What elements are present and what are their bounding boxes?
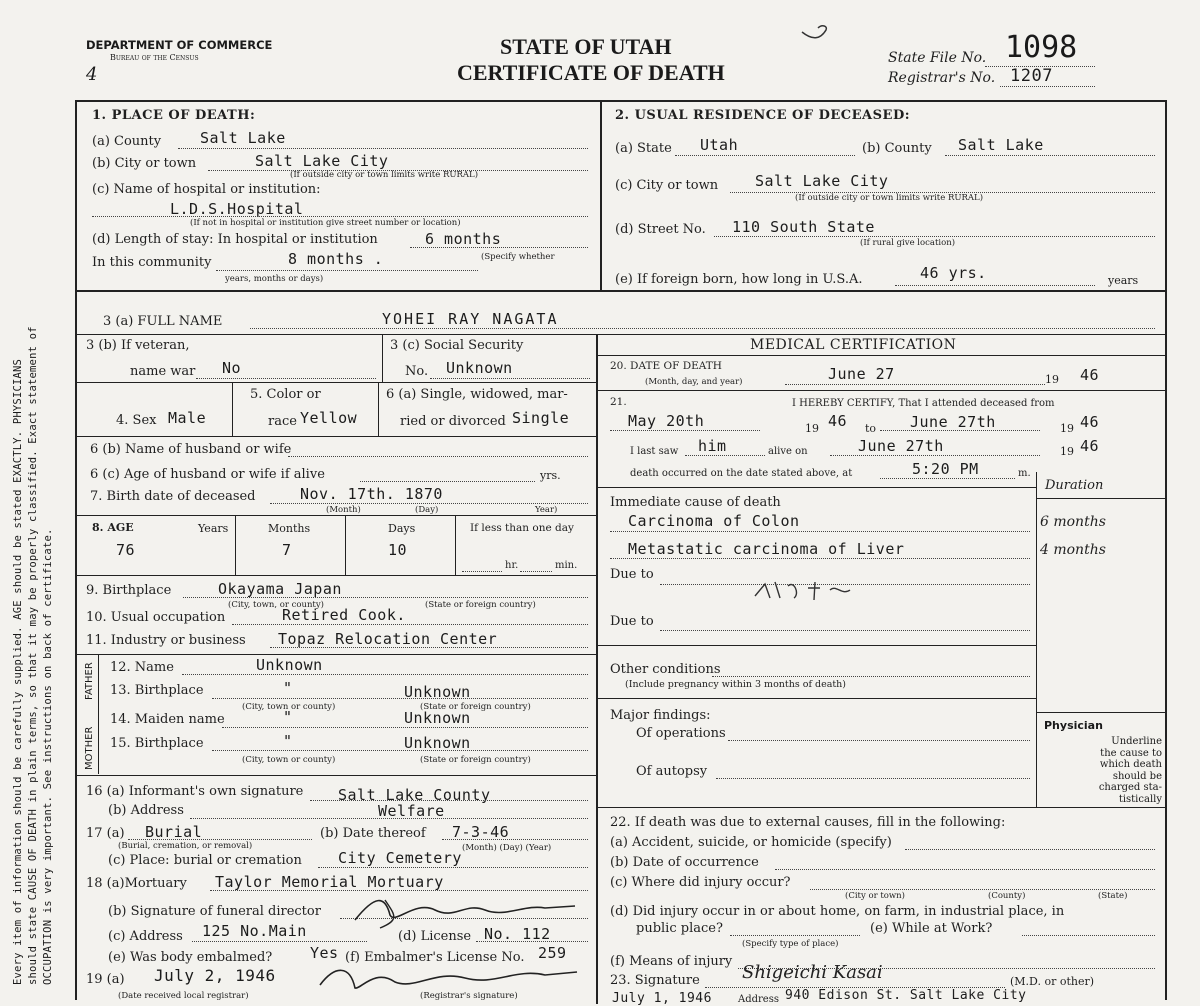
external-label: 22. If death was due to external causes, fill in the following:	[610, 815, 1006, 830]
director-label: (b) Signature of funeral director	[108, 904, 321, 919]
form-title-certificate: CERTIFICATE OF DEATH	[457, 60, 725, 85]
mortuary-address-label: (c) Address	[108, 929, 183, 944]
place-city-label: (b) City or town	[92, 156, 197, 171]
mortuary-address: 125 No.Main	[202, 922, 307, 940]
birthplace-note-city: (City, town, or county)	[228, 600, 324, 610]
registrar-number: 1207	[1010, 66, 1053, 86]
dod-label: 20. DATE OF DEATH	[610, 360, 722, 372]
alive-on-label: alive on	[768, 446, 808, 457]
residence-county: Salt Lake	[958, 136, 1044, 154]
where-label: (c) Where did injury occur?	[610, 875, 791, 890]
vet-ss-divider	[382, 334, 383, 382]
certify-text: I HEREBY CERTIFY, That I attended deceased from	[792, 398, 1055, 409]
certify-num: 21.	[610, 396, 627, 408]
mother-bp-state-note: (State or foreign country)	[420, 755, 531, 765]
age-div-1	[235, 515, 236, 575]
embalmed-label: (e) Was body embalmed?	[108, 950, 273, 965]
rule-after-sex	[75, 436, 596, 437]
attended-to-19: 19	[1060, 422, 1074, 435]
immediate-label: Immediate cause of death	[610, 495, 781, 510]
ss-no-label: No.	[405, 364, 429, 379]
attended-to-year: 46	[1080, 413, 1100, 431]
father-birthplace-ditto: "	[283, 679, 293, 697]
physician-instruction-line: charged sta-	[1098, 782, 1162, 793]
home-label: (d) Did injury occur in or about home, on farm, in industrial place, in	[610, 904, 1065, 919]
age-div-2	[345, 515, 346, 575]
mother-maiden-ditto: "	[283, 708, 293, 726]
signature-label: 23. Signature	[610, 973, 700, 988]
registrar-label: Registrar's No.	[888, 70, 996, 86]
alive-date: June 27th	[858, 437, 944, 455]
age-months-header: Months	[268, 522, 311, 535]
embalmed: Yes	[310, 944, 339, 962]
where-county-note: (County)	[988, 891, 1026, 901]
burial-date-label: (b) Date thereof	[320, 826, 426, 841]
father-birthplace: Unknown	[404, 683, 471, 701]
occurred-label: death occurred on the date stated above, at	[630, 468, 853, 479]
attended-from-year: 46	[828, 412, 848, 430]
age-years-header: Years	[198, 522, 229, 535]
rule-duration	[1036, 498, 1167, 499]
rule-before-cause	[598, 487, 1036, 488]
age-min: min.	[555, 560, 578, 571]
major-label: Major findings:	[610, 708, 711, 723]
age-div-3	[455, 515, 456, 575]
mother-birthplace-ditto: "	[283, 732, 293, 750]
father-birthplace-label: 13. Birthplace	[110, 683, 204, 698]
license: No. 112	[484, 925, 551, 943]
public-type-note: (Specify type of place)	[742, 939, 839, 949]
medical-heading: MEDICAL CERTIFICATION	[750, 337, 957, 353]
burial-note: (Burial, cremation, or removal)	[118, 841, 253, 851]
physician-address-label: Address	[738, 994, 779, 1005]
birth-year: Year)	[535, 505, 558, 515]
informant-address-label: (b) Address	[108, 803, 184, 818]
place-specify-note: (Specify whether	[481, 252, 555, 262]
received-label: 19 (a)	[86, 972, 125, 987]
age-months: 7	[282, 541, 292, 559]
physician-instructions	[1040, 736, 1162, 805]
physician-instruction-line: which death	[1099, 759, 1162, 770]
residence-state-label: (a) State	[615, 141, 672, 156]
place-heading: 1. PLACE OF DEATH:	[92, 108, 256, 123]
residence-city-label: (c) City or town	[615, 178, 719, 193]
rule-before-other	[598, 645, 1036, 646]
place-stay-label: (d) Length of stay: In hospital or institution	[92, 232, 378, 247]
residence-heading: 2. USUAL RESIDENCE OF DECEASED:	[615, 108, 911, 123]
father-name-label: 12. Name	[110, 660, 174, 675]
sex-label: 4. Sex	[116, 413, 157, 428]
state-file-label: State File No.	[888, 50, 987, 66]
cause-1: Carcinoma of Colon	[628, 512, 800, 530]
physician-address: 940 Edison St. Salt Lake City	[785, 988, 1027, 1003]
mother-vertical-label: MOTHER	[84, 726, 95, 770]
birth-month: (Month)	[326, 505, 361, 515]
residence-years: years	[1108, 274, 1139, 287]
duration-column	[1036, 472, 1037, 807]
rule-physician	[1036, 712, 1167, 713]
place-county: Salt Lake	[200, 129, 286, 147]
place-hospital-note: (If not in hospital or institution give street number or location)	[190, 218, 461, 228]
bureau-label: Bureau of the Census	[110, 53, 199, 62]
place-stay: 6 months	[425, 230, 502, 248]
outer-border-right	[1165, 100, 1167, 1000]
residence-state: Utah	[700, 136, 739, 154]
fullname-label: 3 (a) FULL NAME	[103, 314, 223, 329]
means-label: (f) Means of injury	[610, 954, 733, 969]
where-city-note: (City or town)	[845, 891, 905, 901]
attended-from-19: 19	[805, 422, 819, 435]
rule-after-age	[75, 575, 596, 576]
check-mark	[798, 18, 838, 44]
cause-2: Metastatic carcinoma of Liver	[628, 540, 905, 558]
other-label: Other conditions	[610, 662, 721, 677]
marital-label-1: 6 (a) Single, widowed, mar-	[386, 387, 568, 402]
attended-to-date: June 27th	[910, 413, 996, 431]
father-vertical-label: FATHER	[84, 662, 95, 700]
autopsy-label: Of autopsy	[636, 764, 708, 779]
due-to-2-label: Due to	[610, 614, 654, 629]
other-note: (Include pregnancy within 3 months of death)	[625, 679, 847, 690]
place-hospital: L.D.S.Hospital	[170, 200, 304, 218]
birth-day: (Day)	[415, 505, 439, 515]
birth: Nov. 17th. 1870	[300, 485, 443, 503]
residence-street: 110 South State	[732, 218, 875, 236]
informant-label: 16 (a) Informant's own signature	[86, 784, 304, 799]
mother-birthplace-label: 15. Birthplace	[110, 736, 204, 751]
race-marital-divider	[378, 382, 379, 436]
age-lt-day: If less than one day	[470, 522, 574, 534]
age-days-header: Days	[388, 522, 416, 535]
place-community: 8 months .	[288, 250, 384, 268]
registrar-signature	[315, 960, 585, 995]
place-city: Salt Lake City	[255, 152, 389, 170]
rule-after-name	[75, 334, 1167, 335]
husband-label: 6 (b) Name of husband or wife	[90, 442, 292, 457]
accident-label: (a) Accident, suicide, or homicide (specify)	[610, 835, 892, 850]
physician-signature: Shigeichi Kasai	[742, 962, 883, 983]
parent-bracket	[98, 654, 99, 774]
residence-street-note: (If rural give location)	[860, 238, 956, 248]
burial-place: City Cemetery	[338, 849, 462, 867]
lastsaw: him	[698, 437, 727, 455]
sex-race-divider	[232, 382, 233, 436]
column-divider	[596, 334, 598, 1004]
burial-date-note: (Month) (Day) (Year)	[462, 843, 552, 853]
dod: June 27	[828, 365, 895, 383]
due-to-scribble	[750, 576, 860, 604]
father-name: Unknown	[256, 656, 323, 674]
funeral-director-signature	[345, 890, 585, 930]
received-note: (Date received local registrar)	[118, 991, 249, 1001]
signature-date: July 1, 1946	[612, 991, 712, 1006]
residence-street-label: (d) Street No.	[615, 222, 706, 237]
embalmer-label: (f) Embalmer's License No.	[345, 950, 525, 965]
marital-label-2: ried or divorced	[400, 414, 506, 429]
age-days: 10	[388, 541, 408, 559]
physician-instruction-line: should be	[1112, 770, 1162, 782]
residence-city-note: (If outside city or town limits write RURAL)	[795, 193, 984, 203]
occupation: Retired Cook.	[282, 606, 406, 624]
father-bp-city-note: (City, town or county)	[242, 702, 336, 712]
corner-mark: 4	[86, 64, 98, 85]
md-label: (M.D. or other)	[1010, 975, 1095, 988]
work-label: (e) While at Work?	[870, 921, 993, 936]
age-label: 8. AGE	[92, 521, 134, 534]
dod-year: 46	[1080, 366, 1100, 384]
namewar: No	[222, 359, 242, 377]
yrs-label: yrs.	[540, 469, 561, 482]
mortuary-label: 18 (a)Mortuary	[86, 876, 187, 891]
age-hw-label: 6 (c) Age of husband or wife if alive	[90, 467, 325, 482]
form-title-state: STATE OF UTAH	[500, 34, 672, 59]
dod-19: 19	[1045, 373, 1059, 386]
physician-instruction-line: the cause to	[1100, 747, 1162, 759]
rule-before-age	[75, 515, 596, 516]
dept-label: DEPARTMENT OF COMMERCE	[86, 38, 273, 52]
namewar-label: name war	[130, 364, 196, 379]
mother-maiden: Unknown	[404, 709, 471, 727]
rule-before-major	[598, 698, 1036, 699]
physician-note: Physician	[1044, 719, 1103, 732]
rule-after-dod	[598, 390, 1167, 391]
father-bp-state-note: (State or foreign country)	[420, 702, 531, 712]
residence-county-label: (b) County	[862, 141, 932, 156]
place-county-label: (a) County	[92, 134, 162, 149]
received: July 2, 1946	[154, 966, 276, 985]
veteran-label: 3 (b) If veteran,	[86, 338, 190, 353]
mother-birthplace: Unknown	[404, 734, 471, 752]
place-city-note: (If outside city or town limits write RURAL)	[290, 170, 479, 180]
burial-label: 17 (a)	[86, 826, 125, 841]
burial: Burial	[145, 823, 203, 841]
ss-label: 3 (c) Social Security	[390, 338, 524, 353]
death-time: 5:20 PM	[912, 460, 979, 478]
outer-border-top	[75, 100, 1167, 102]
public-label: public place?	[636, 921, 723, 936]
physician-instruction-line: tistically	[1118, 793, 1162, 805]
alive-19: 19	[1060, 445, 1074, 458]
physician-instruction-line: Underline	[1111, 736, 1162, 747]
duration-2: 4 months	[1040, 542, 1106, 558]
color-label: 5. Color or	[250, 387, 321, 402]
section-divider-1-2	[600, 100, 602, 290]
margin-instruction-1: Every item of information should be carefully supplied. AGE should be stated EXACTLY. PHYSICIANS	[12, 358, 24, 985]
ss: Unknown	[446, 359, 513, 377]
informant: Salt Lake County	[338, 786, 491, 804]
attended-to: to	[865, 422, 877, 435]
duration-header: Duration	[1045, 478, 1104, 493]
rule-after-place	[75, 290, 1167, 292]
burial-date: 7-3-46	[452, 823, 510, 841]
age-years: 76	[116, 541, 136, 559]
mother-maiden-label: 14. Maiden name	[110, 712, 225, 727]
place-hospital-label: (c) Name of hospital or institution:	[92, 182, 321, 197]
sex: Male	[168, 409, 207, 427]
race: Yellow	[300, 409, 358, 427]
industry: Topaz Relocation Center	[278, 630, 498, 648]
duration-1: 6 months	[1040, 514, 1106, 530]
occupation-label: 10. Usual occupation	[86, 610, 226, 625]
ops-label: Of operations	[636, 726, 726, 741]
age-hr: hr.	[505, 560, 519, 571]
due-to-1-label: Due to	[610, 567, 654, 582]
birthplace-note-state: (State or foreign country)	[425, 600, 536, 610]
fullname: YOHEI RAY NAGATA	[382, 310, 559, 328]
rule-before-external	[598, 807, 1167, 808]
burial-place-label: (c) Place: burial or cremation	[108, 853, 302, 868]
margin-instruction-3: OCCUPATION is very important. See instructions on back of certificate.	[42, 528, 54, 985]
place-community-label: In this community	[92, 255, 212, 270]
birthplace: Okayama Japan	[218, 580, 342, 598]
dod-note: (Month, day, and year)	[645, 377, 743, 387]
state-file-number: 1098	[1005, 30, 1078, 65]
rule-after-mother	[75, 775, 596, 776]
alive-year: 46	[1080, 437, 1100, 455]
rule-after-ss	[75, 382, 596, 383]
occurrence-label: (b) Date of occurrence	[610, 855, 759, 870]
registrar-sig-note: (Registrar's signature)	[420, 991, 518, 1001]
residence-foreign-label: (e) If foreign born, how long in U.S.A.	[615, 272, 863, 287]
residence-city: Salt Lake City	[755, 172, 889, 190]
margin-instruction-2: should state CAUSE OF DEATH in plain terms, so that it may be properly classified. Exact statement of	[27, 326, 39, 985]
rule-medical-heading	[598, 355, 1167, 356]
mortuary: Taylor Memorial Mortuary	[215, 873, 444, 891]
attended-from: May 20th	[628, 412, 705, 430]
informant-address: Welfare	[378, 802, 445, 820]
time-m: m.	[1018, 468, 1031, 479]
birth-label: 7. Birth date of deceased	[90, 489, 256, 504]
marital: Single	[512, 409, 570, 427]
embalmer: 259	[538, 944, 567, 962]
lastsaw-label: I last saw	[630, 446, 679, 457]
race-label: race	[268, 414, 297, 429]
place-specify-note-2: years, months or days)	[225, 274, 324, 284]
birthplace-label: 9. Birthplace	[86, 583, 172, 598]
license-label: (d) License	[398, 929, 472, 944]
residence-foreign: 46 yrs.	[920, 264, 987, 282]
where-state-note: (State)	[1098, 891, 1128, 901]
industry-label: 11. Industry or business	[86, 633, 246, 648]
outer-border-left	[75, 100, 77, 1000]
mother-bp-city-note: (City, town or county)	[242, 755, 336, 765]
rule-before-father	[75, 654, 596, 655]
